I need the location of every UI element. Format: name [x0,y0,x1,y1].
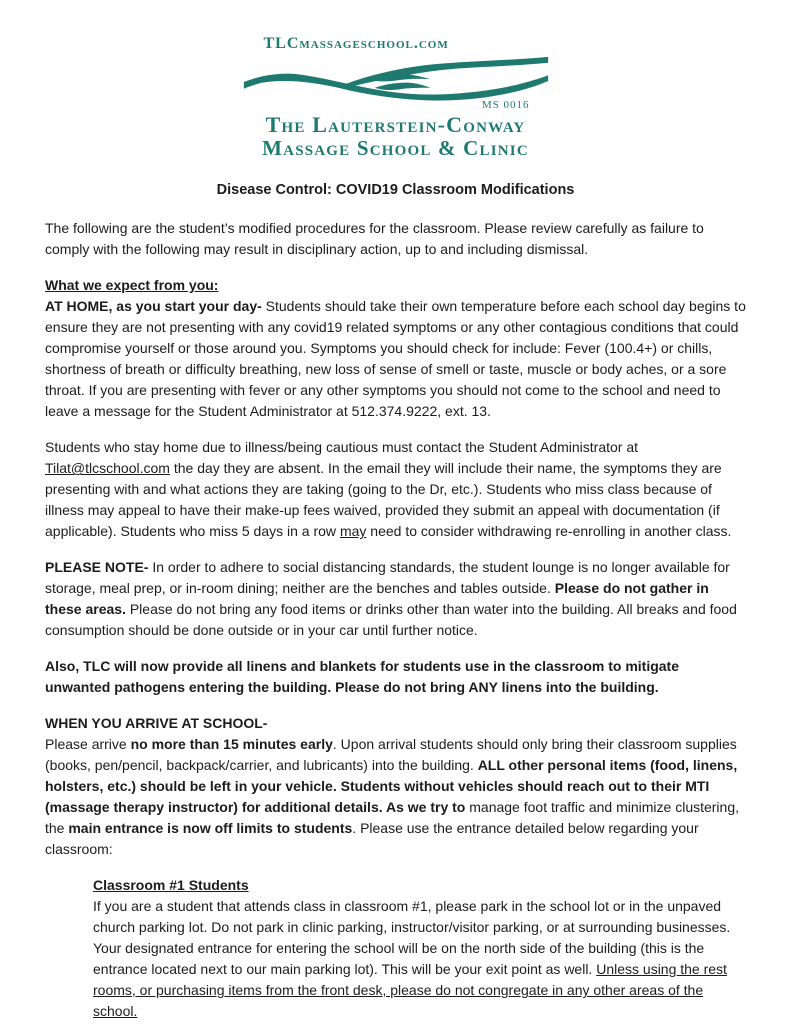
text-run: no more than 15 minutes early [130,736,333,753]
text-run: Also, TLC will now provide all linens and blankets for students use in the classroom to mitigate unwanted pathogens entering the building. Please do not bring ANY linens into the building. [45,658,679,696]
text-run: What we expect from you: [45,277,219,294]
linens-paragraph [45,656,748,698]
at-home-paragraph [45,296,748,422]
text-run: Students without vehicles should reach out to their MTI (massage therapy instructor) for additional details. As we try to [45,778,710,816]
email-link[interactable]: Tilat@tlcschool.com [45,460,170,477]
text-run: Please do not gather in these areas. [45,580,709,618]
logo-license-number: MS 0016 [481,99,530,111]
document-title: Disease Control: COVID19 Classroom Modifications [216,182,575,199]
text-run: Unless using the rest rooms, or purchasing items from the front desk, please do not congregate in any other areas of the school. [93,961,727,1020]
intro-paragraph [45,218,748,260]
text-run: AT HOME, as you start your day- [45,298,262,315]
text-run: the day they are absent. In the email they will include their name, the symptoms they are presenting with and what actions they are taking (going to the Dr, etc.). Students who miss class because of illness may appeal to have their make-up fees waived, provided they submit an appeal with documentation (if applicable). Students who miss 5 days in a row [45,460,722,540]
text-run: Classroom #1 Students [93,877,249,894]
text-run: Please do not bring any food items or drinks other than water into the building. All breaks and food consumption should be done outside or in your car until further notice. [45,601,737,639]
text-run: Students should take their own temperature before each school day begins to ensure they are not presenting with any covid19 related symptoms or any other contagious conditions that could compromise yourself or those around you. Symptoms you should check for include: Fever (100.4+) or chills, shortness of breath or difficulty breathing, new loss of sense of smell or taste, muscle or body aches, or a sore throat. If you are presenting with fever or any other symptoms you should not come to the school and need to leave a message for the Student Administrator at 512.374.9222, ext. 13. [45,298,746,420]
text-run: Please arrive [45,736,131,753]
text-run: need to consider withdrawing re-enrolling in another class. [366,523,732,540]
stay-home-paragraph [45,437,748,542]
text-run: may [339,523,367,540]
text-run: In order to adhere to social distancing standards, the student lounge is no longer available for storage, meal prep, or in-room dining; neither are the benches and tables outside. [45,559,730,597]
document-body [0,201,791,1022]
logo-website-text: TLCmassageschool.com [263,35,449,52]
text-run: The following are the student’s modified procedures for the classroom. Please review carefully as failure to comply with the following may result in disciplinary action, up to and including dismissal. [45,220,704,258]
text-run: main entrance is now off limits to students [68,820,353,837]
text-run: Students who stay home due to illness/being cautious must contact the Student Administrator at [45,439,639,456]
text-run: ALL other personal items (food, linens, holsters, etc.) should be left in your vehicle. [45,757,738,795]
text-run: . Upon arrival students should only bring their classroom supplies (books, pen/pencil, backpack/carrier, and lubricants) into the building. [45,736,737,774]
arrival-paragraph [45,734,748,860]
please-note-paragraph [45,557,748,641]
text-run: manage foot traffic and minimize clustering, the [45,799,740,837]
school-logo [236,35,556,160]
classroom1-heading [93,875,748,896]
text-run: PLEASE NOTE- [45,559,149,576]
expectations-heading [45,275,748,296]
school-name-line2: Massage School & Clinic [262,136,529,161]
school-name-line1: The Lauterstein-Conway [265,112,526,137]
classroom1-paragraph [93,896,748,1022]
text-run: If you are a student that attends class in classroom #1, please park in the school lot or in the unpaved church parking lot. Do not park in clinic parking, instructor/visitor parking, or at surrounding businesses. Your designated entrance for entering the school will be on the north side of the building (this is the entrance located next to our main parking lot). This will be your exit point as well. [93,898,731,978]
arrival-heading [45,713,748,734]
text-run: WHEN YOU ARRIVE AT SCHOOL- [45,715,268,732]
text-run: . Please use the entrance detailed below regarding your classroom: [45,820,699,858]
